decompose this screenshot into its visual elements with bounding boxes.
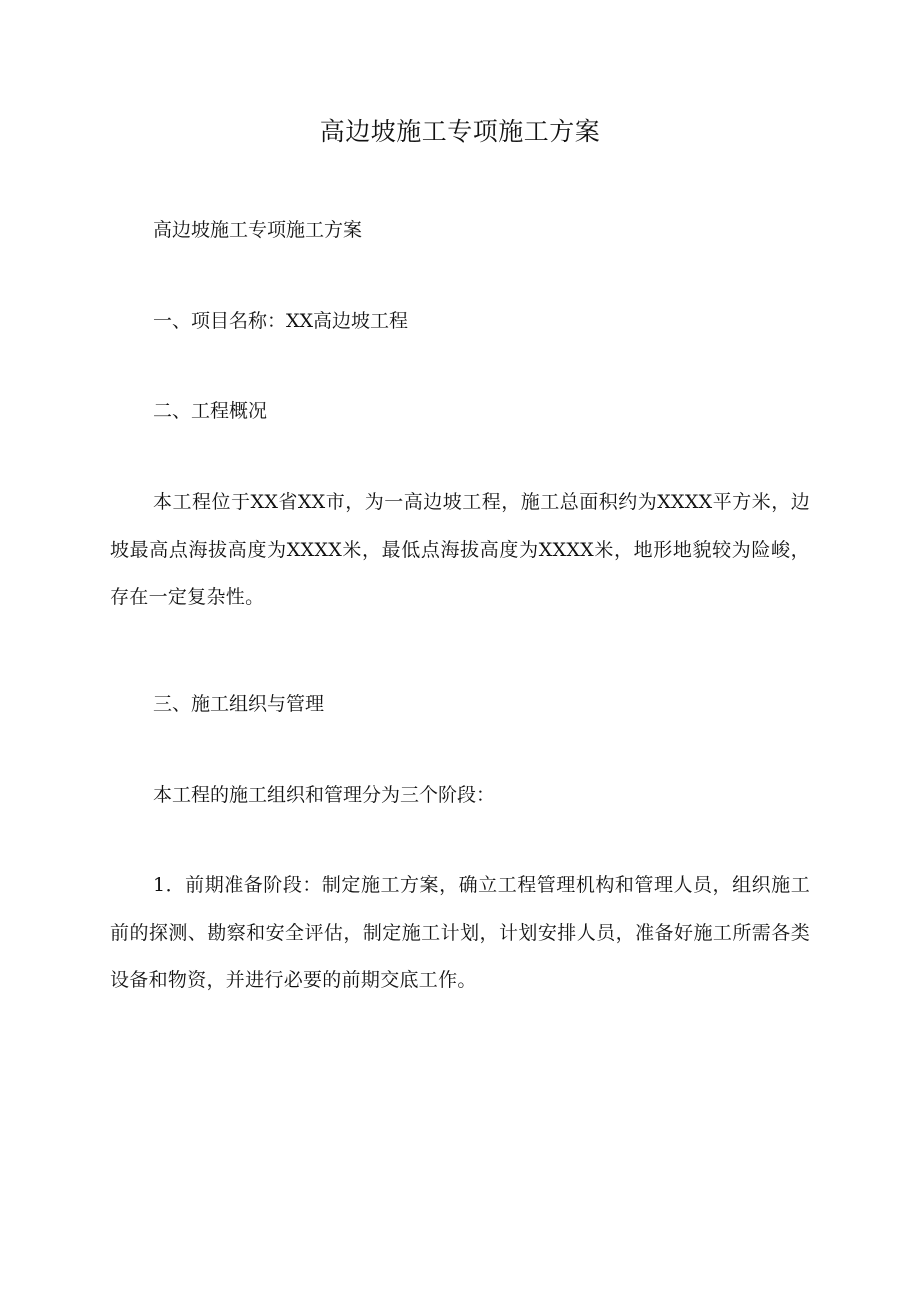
section-organization-heading: 三、施工组织与管理 [153, 693, 325, 715]
stage-1-paragraph: 1．前期准备阶段：制定施工方案，确立工程管理机构和管理人员，组织施工前的探测、勘察和安全评估，制定施工计划，计划安排人员，准备好施工所需各类设备和物资，并进行必要的前期交底工作。 [110, 874, 810, 991]
document-title: 高边坡施工专项施工方案 [319, 117, 601, 146]
section-organization-intro: 本工程的施工组织和管理分为三个阶段： [153, 784, 496, 806]
document-subtitle: 高边坡施工专项施工方案 [153, 219, 363, 241]
section-overview-paragraph: 本工程位于XX省XX市，为一高边坡工程，施工总面积约为XXXX平方米，边坡最高点海拔高度为XXXX米，最低点海拔高度为XXXX米，地形地貌较为险峻，存在一定复杂性。 [110, 491, 810, 608]
section-project-name: 一、项目名称：XX高边坡工程 [153, 310, 409, 332]
section-overview-heading: 二、工程概况 [153, 400, 268, 422]
